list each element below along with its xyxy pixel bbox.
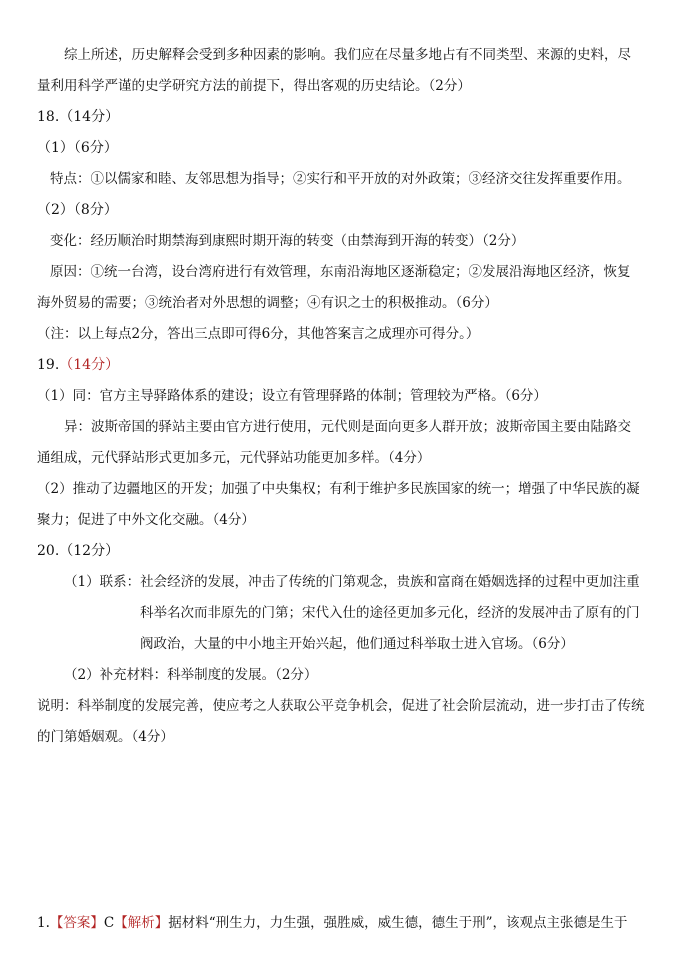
q18-reason-line-2: 海外贸易的需要；③统治者对外思想的调整；④有识之士的积极推动。（6分） [37, 295, 498, 311]
q19-diff-line-2: 通组成，元代驿站形式更加多元，元代驿站功能更加多样。（4分） [37, 450, 431, 466]
q19-diff-line-1: 异：波斯帝国的驿站主要由官方进行使用，元代则是面向更多人群开放；波斯帝国主要由陆路交 [64, 419, 631, 435]
analysis-text: 据材料“刑生力，力生强，强胜威，威生德，德生于刑”，该观点主张德是生于 [168, 915, 628, 931]
summary-line-1: 综上所述，历史解释会受到多种因素的影响。我们应在尽量多地占有不同类型、来源的史料，尽 [64, 47, 631, 63]
summary-line-2: 量利用科学严谨的史学研究方法的前提下，得出客观的历史结论。（2分） [37, 78, 471, 94]
q1-number: 1. [37, 915, 50, 931]
q19-heading [37, 355, 119, 375]
answer-tag: 【答案】 [49, 915, 104, 931]
q19-number: 19. [37, 357, 60, 373]
q20-explanation-line-1: 说明：科举制度的发展完善，使应考之人获取公平竞争机会，促进了社会阶层流动，进一步打击了传统 [37, 698, 645, 714]
q20-part1-line-3: 阀政治，大量的中小地主开始兴起，他们通过科举取士进入官场。（6分） [140, 636, 574, 652]
q18-note: （注：以上每点2分，答出三点即可得6分，其他答案言之成理亦可得分。） [37, 326, 480, 342]
q20-part1-line-1: （1）联系：社会经济的发展，冲击了传统的门第观念，贵族和富商在婚姻选择的过程中更加注重 [64, 574, 640, 590]
q20-part2: （2）补充材料：科举制度的发展。（2分） [64, 667, 318, 683]
q18-part1-heading: （1）（6分） [37, 140, 118, 156]
q18-heading: 18.（14分） [37, 109, 120, 125]
q20-heading: 20.（12分） [37, 543, 120, 559]
analysis-tag: 【解析】 [114, 915, 169, 931]
q19-part2-line-1: （2）推动了边疆地区的开发；加强了中央集权；有利于维护多民族国家的统一；增强了中华民族的凝 [37, 481, 640, 497]
q20-part1-line-2: 科举名次而非原先的门第；宋代入仕的途径更加多元化，经济的发展冲击了原有的门 [140, 605, 640, 621]
answer-choice: C [103, 915, 115, 931]
q19-part2-line-2: 聚力；促进了中外文化交融。（4分） [37, 512, 255, 528]
q18-change: 变化：经历顺治时期禁海到康熙时期开海的转变（由禁海到开海的转变）（2分） [50, 233, 525, 249]
q20-explanation-line-2: 的门第婚姻观。（4分） [37, 729, 174, 745]
q19-part1: （1）同：官方主导驿路体系的建设；设立有管理驿路的体制；管理较为严格。（6分） [37, 388, 547, 404]
q19-score: （14分） [59, 357, 120, 373]
q1-answer-line [37, 913, 628, 933]
q18-part1-text: 特点：①以儒家和睦、友邻思想为指导；②实行和平开放的对外政策；③经济交往发挥重要作用。 [50, 171, 631, 187]
q18-reason-line-1: 原因：①统一台湾，设台湾府进行有效管理，东南沿海地区逐渐稳定；②发展沿海地区经济，恢复 [50, 264, 631, 280]
q18-part2-heading: （2）（8分） [37, 202, 118, 218]
